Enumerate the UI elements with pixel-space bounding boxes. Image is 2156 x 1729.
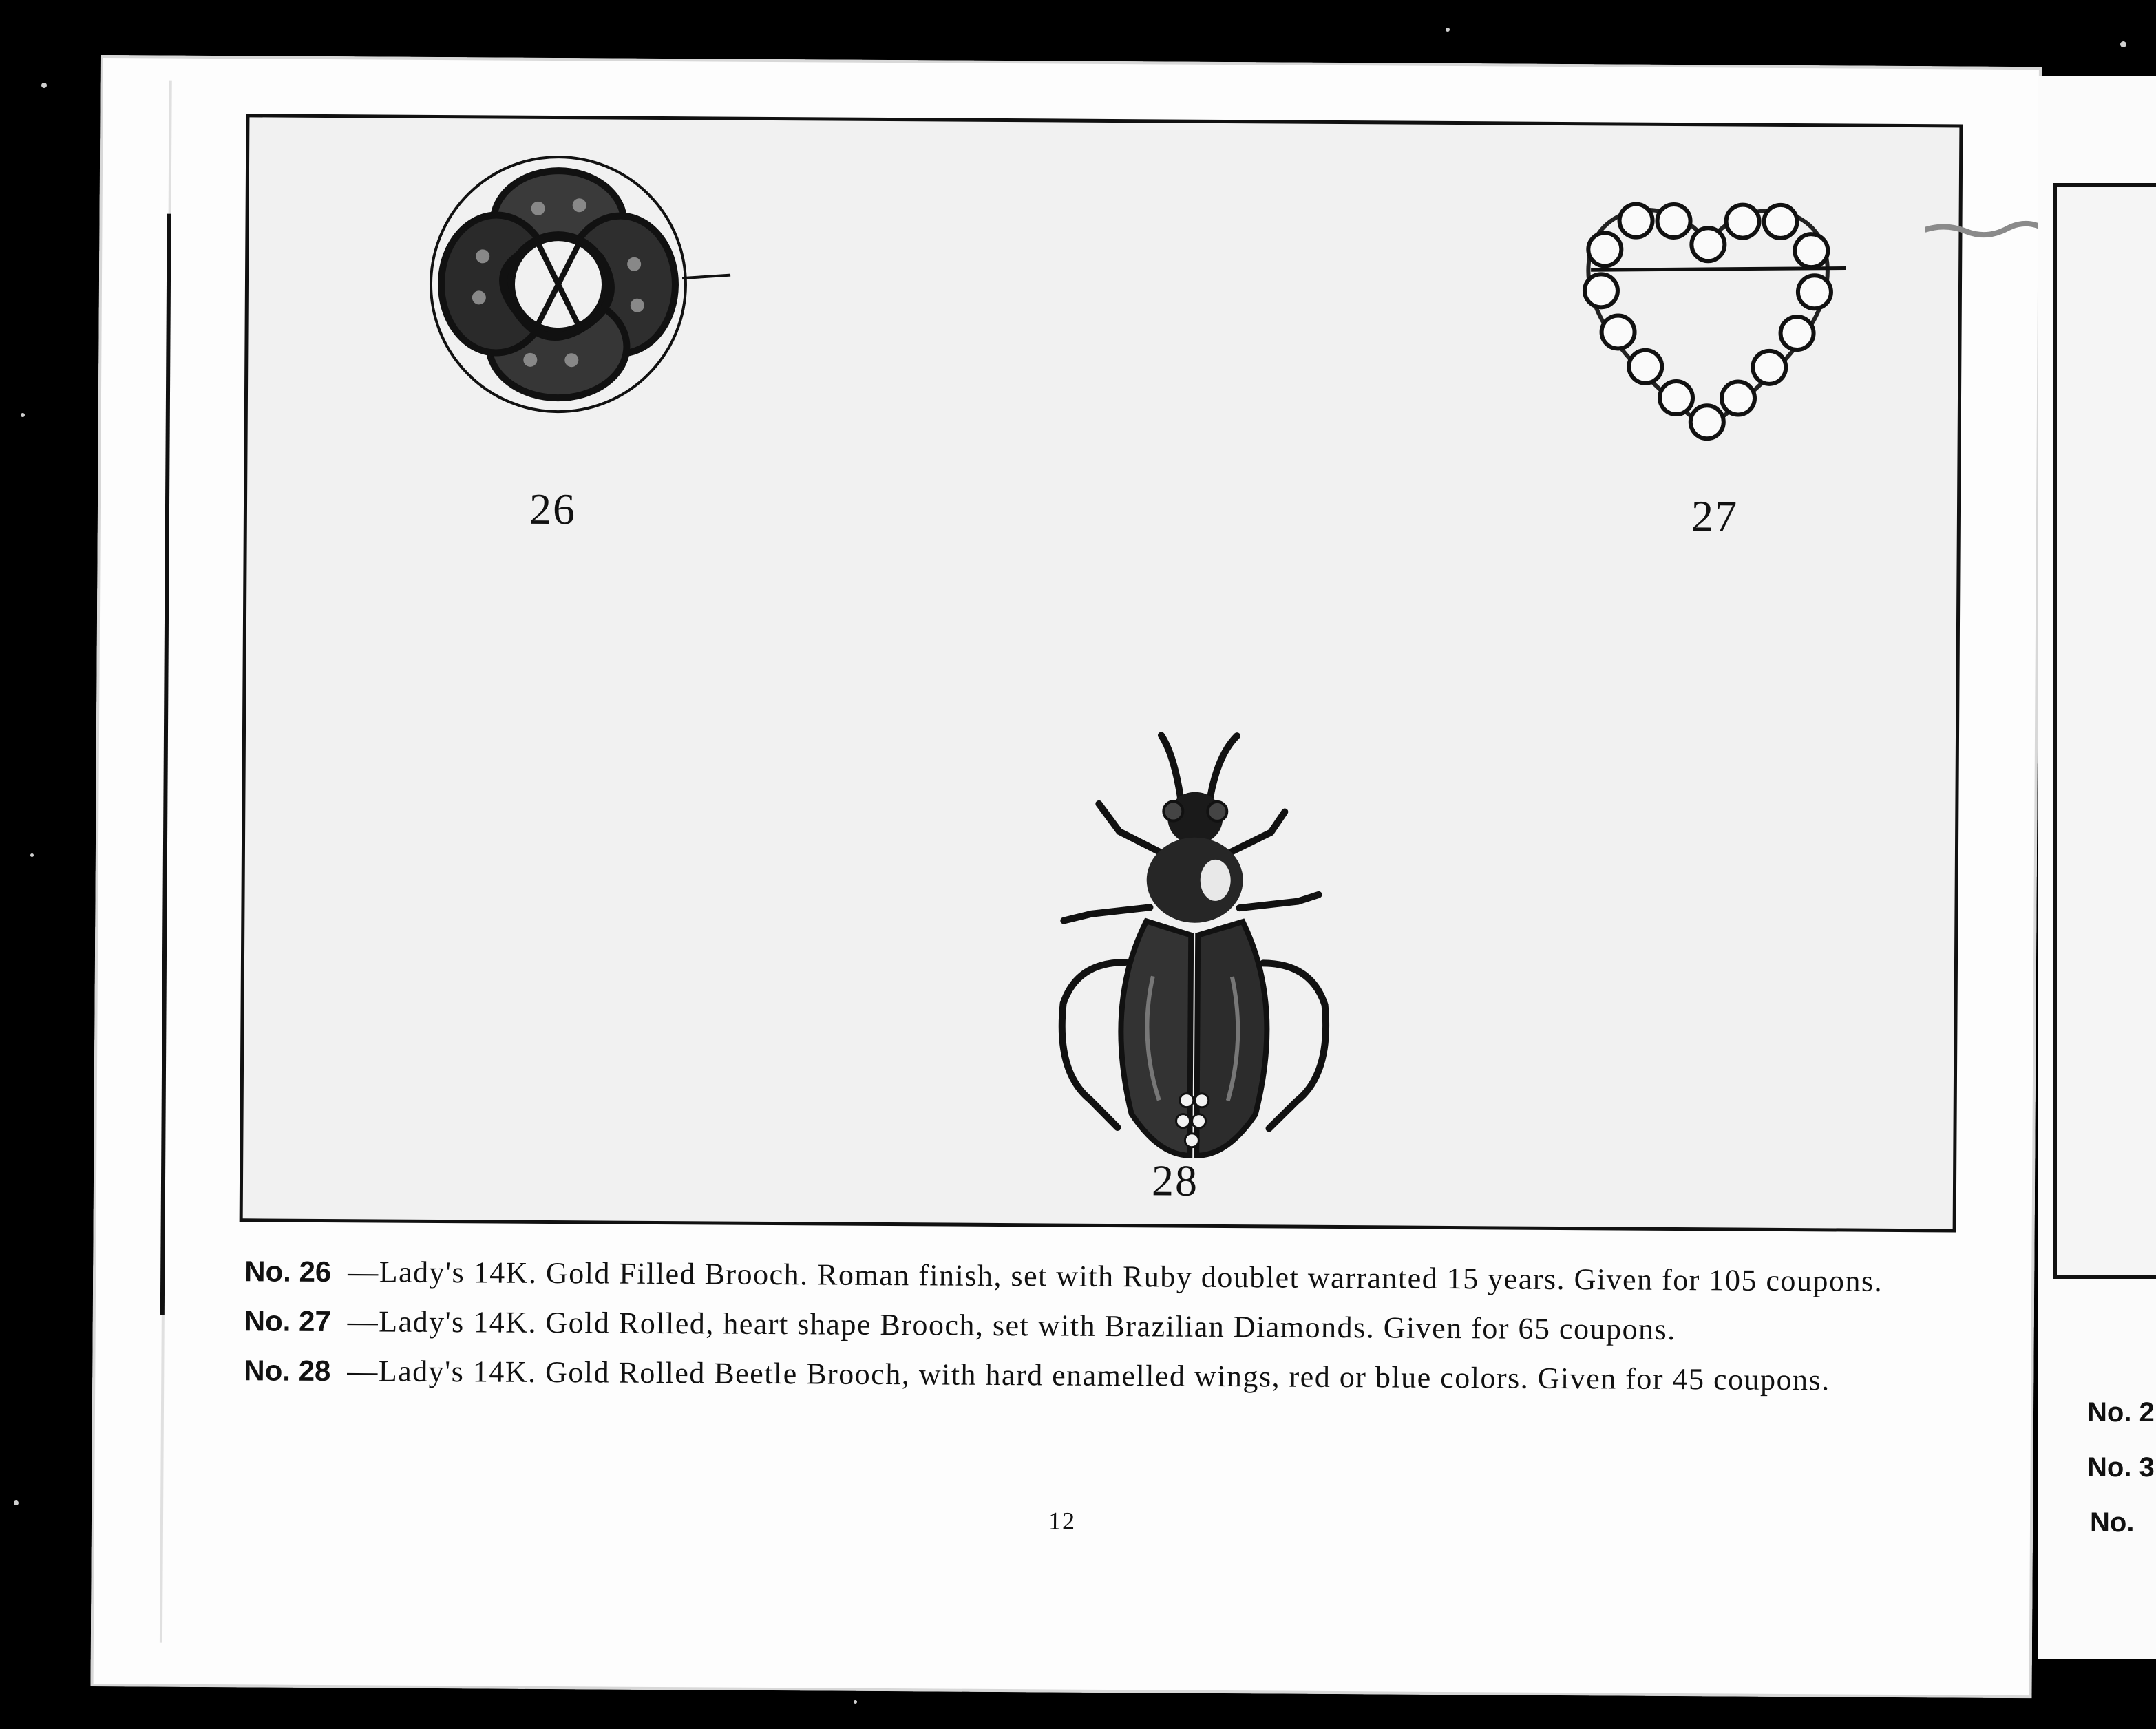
- page-fold-shadow: [160, 214, 171, 1315]
- scan-speck: [41, 83, 47, 88]
- heart-brooch-illustration: [1562, 167, 1853, 458]
- catalog-page: [91, 55, 2042, 1698]
- caption-text: —Lady's 14K. Gold Rolled, heart shape Brooch, set with Brazilian Diamonds. Given for 65 coupons.: [347, 1304, 1676, 1347]
- scan-speck: [2120, 41, 2126, 47]
- caption-number: No. 27: [244, 1304, 331, 1338]
- scan-speck: [30, 853, 34, 857]
- facing-plate: [2053, 183, 2156, 1279]
- figure-number-27: 27: [1691, 491, 1739, 541]
- figure-number-28: 28: [1151, 1156, 1199, 1205]
- figure-number-26: 26: [529, 484, 577, 534]
- facing-caption-number: No. 2: [2087, 1397, 2155, 1428]
- scan-speck: [854, 1700, 857, 1704]
- page-number: 12: [1048, 1507, 1077, 1535]
- caption-text: —Lady's 14K. Gold Rolled Beetle Brooch, with hard enamelled wings, red or blue colors. Given for 45 coupons.: [347, 1354, 1830, 1397]
- beetle-brooch-illustration: [1048, 714, 1340, 1184]
- knot-brooch-illustration: [399, 139, 745, 465]
- caption-number: No. 26: [244, 1255, 332, 1288]
- caption-list: [244, 1253, 1938, 1412]
- facing-page: [2038, 76, 2156, 1659]
- caption-item-26: [244, 1253, 1938, 1300]
- caption-item-28: [244, 1353, 1937, 1399]
- scan-speck: [1446, 28, 1450, 32]
- scan-speck: [14, 1500, 19, 1505]
- illustration-plate: [240, 114, 1963, 1232]
- caption-item-27: [244, 1303, 1938, 1349]
- caption-number: No. 28: [244, 1354, 331, 1388]
- facing-caption-number: No.: [2090, 1507, 2135, 1538]
- scan-speck: [21, 413, 25, 417]
- facing-caption-number: No. 3: [2087, 1452, 2155, 1483]
- caption-text: —Lady's 14K. Gold Filled Brooch. Roman finish, set with Ruby doublet warranted 15 years. Given for 105 coupons.: [348, 1255, 1883, 1298]
